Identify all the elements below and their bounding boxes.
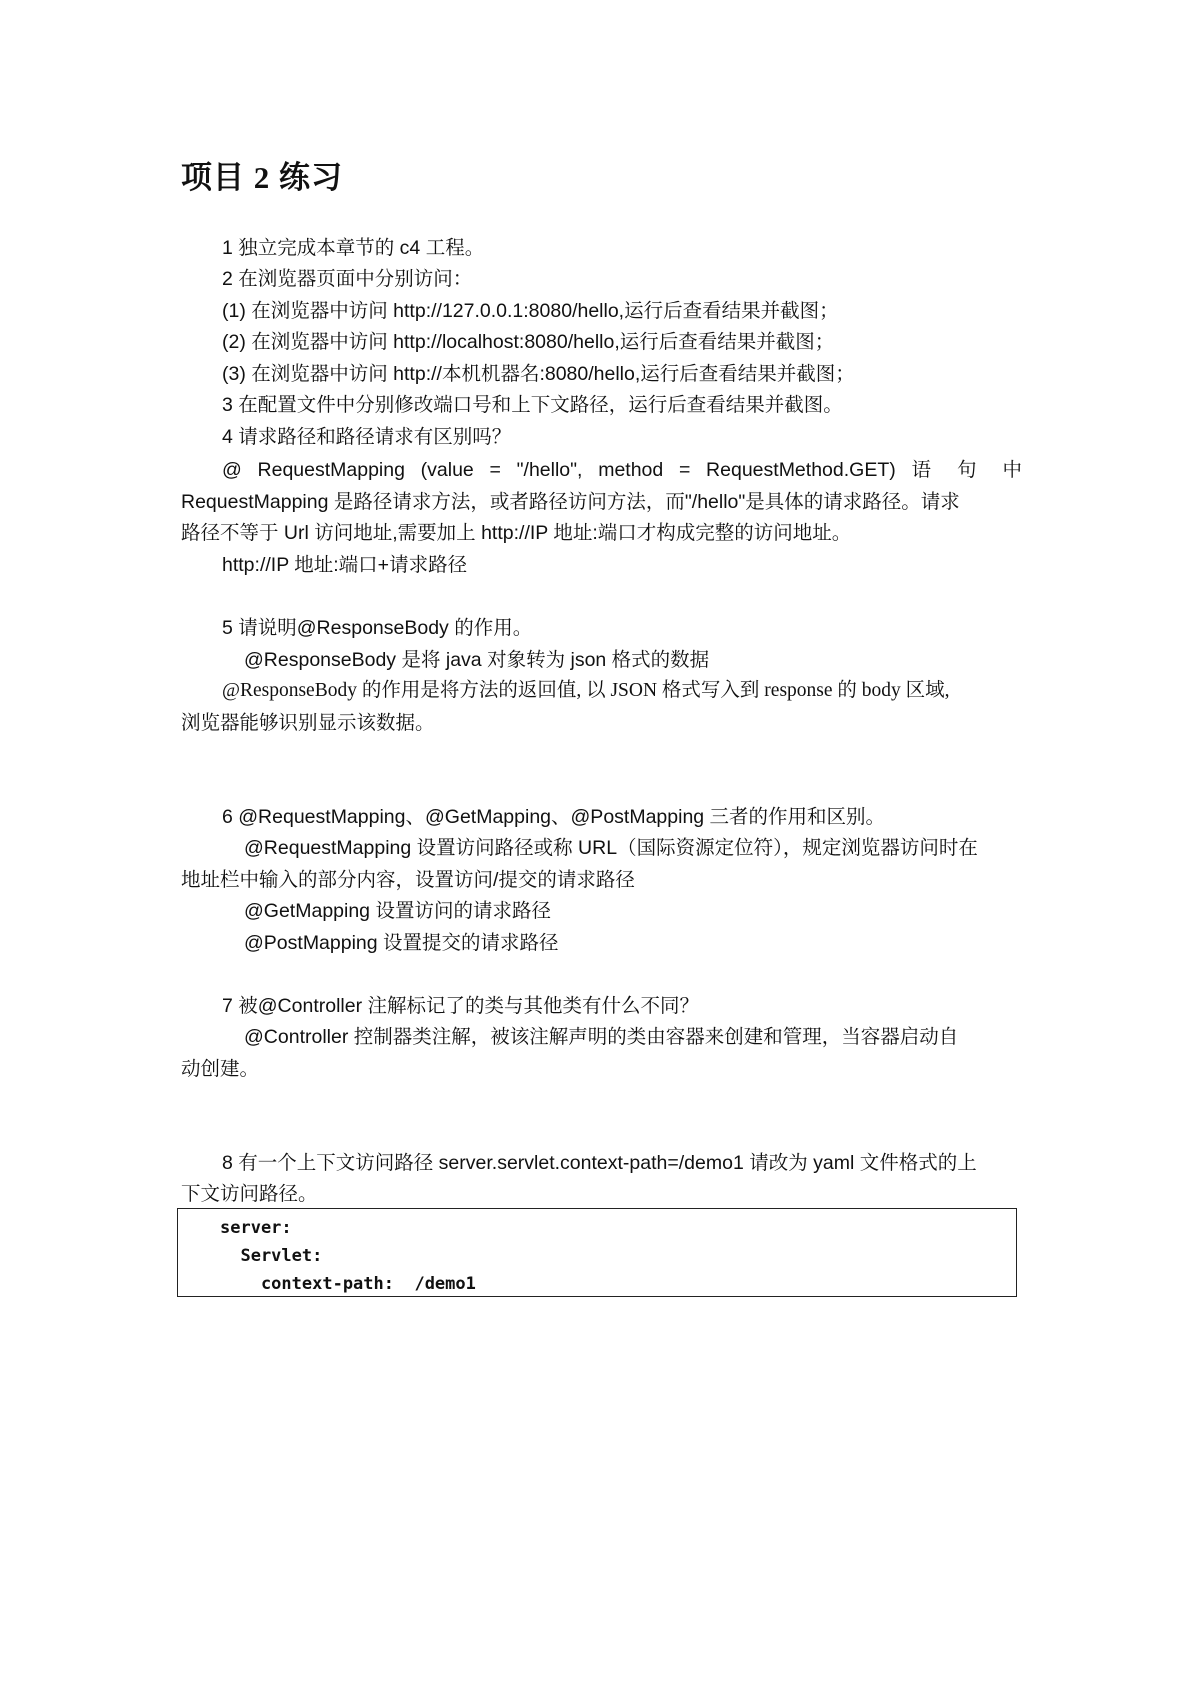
question-8-line-2: 下文访问路径。 xyxy=(181,1183,318,1205)
question-2: 2 在浏览器页面中分别访问： xyxy=(222,268,473,290)
code-line-2: Servlet: xyxy=(220,1246,323,1266)
answer-5-line-3: 浏览器能够识别显示该数据。 xyxy=(181,712,435,734)
question-1: 1 独立完成本章节的 c4 工程。 xyxy=(222,237,485,259)
answer-6-line-3: @GetMapping 设置访问的请求路径 xyxy=(244,900,551,922)
question-4: 4 请求路径和路径请求有区别吗？ xyxy=(222,426,512,448)
question-6: 6 @RequestMapping、@GetMapping、@PostMapping 三者的作用和区别。 xyxy=(222,806,886,828)
answer-6-line-2: 地址栏中输入的部分内容，设置访问/提交的请求路径 xyxy=(181,869,635,891)
answer-4-line-4: http://IP 地址:端口+请求路径 xyxy=(222,554,468,576)
question-2-item-3: (3) 在浏览器中访问 http://本机机器名:8080/hello,运行后查看结果并截图； xyxy=(222,363,855,385)
answer-4-line-2: RequestMapping 是路径请求方法，或者路径访问方法，而"/hello"是具体的请求路径。请求 xyxy=(181,491,960,513)
answer-6-line-1: @RequestMapping 设置访问路径或称 URL（国际资源定位符），规定浏览器访问时在 xyxy=(244,837,978,859)
question-7: 7 被@Controller 注解标记了的类与其他类有什么不同？ xyxy=(222,995,700,1017)
question-2-item-1: (1) 在浏览器中访问 http://127.0.0.1:8080/hello,运行后查看结果并截图； xyxy=(222,300,839,322)
answer-4-line-1: @ RequestMapping (value = "/hello", method = RequestMethod.GET) 语 句 中 xyxy=(222,459,1022,481)
answer-5-line-2: @ResponseBody 的作用是将方法的返回值, 以 JSON 格式写入到 response 的 body 区域, xyxy=(222,680,950,701)
answer-6-line-4: @PostMapping 设置提交的请求路径 xyxy=(244,932,559,954)
page-title: 项目 2 练习 xyxy=(181,160,343,195)
question-2-item-2: (2) 在浏览器中访问 http://localhost:8080/hello,运行后查看结果并截图； xyxy=(222,331,835,353)
question-5: 5 请说明@ResponseBody 的作用。 xyxy=(222,617,533,639)
answer-5-line-1: @ResponseBody 是将 java 对象转为 json 格式的数据 xyxy=(244,649,710,671)
answer-7-line-1: @Controller 控制器类注解，被该注解声明的类由容器来创建和管理，当容器启动自 xyxy=(244,1026,959,1048)
code-line-1: server: xyxy=(220,1218,292,1238)
question-3: 3 在配置文件中分别修改端口号和上下文路径，运行后查看结果并截图。 xyxy=(222,394,843,416)
code-block xyxy=(177,1208,1017,1297)
answer-7-line-2: 动创建。 xyxy=(181,1058,260,1080)
answer-4-line-3: 路径不等于 Url 访问地址,需要加上 http://IP 地址:端口才构成完整的访问地址。 xyxy=(181,522,852,544)
question-8-line-1: 8 有一个上下文访问路径 server.servlet.context-path=/demo1 请改为 yaml 文件格式的上 xyxy=(222,1152,977,1174)
code-line-3: context-path: /demo1 xyxy=(220,1274,476,1294)
